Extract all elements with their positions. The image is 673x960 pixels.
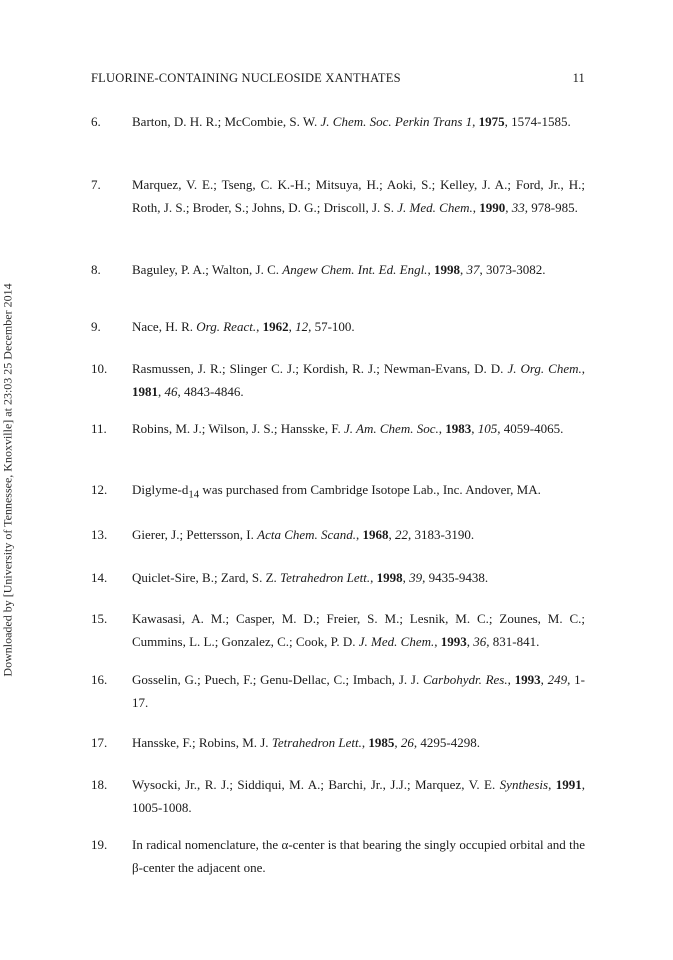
reference-segment: , 3183-3190. — [408, 527, 475, 542]
journal-or-volume: 37 — [466, 262, 480, 277]
reference-segment: , — [361, 735, 369, 750]
reference-segment: , 4295-4298. — [413, 735, 480, 750]
journal-or-volume: J. Med. Chem. — [358, 634, 435, 649]
reference-number: 12. — [91, 482, 108, 497]
reference-segment: , — [438, 421, 446, 436]
reference-number: 11. — [91, 421, 107, 436]
reference-segment: Baguley, P. A.; Walton, J. C. — [132, 262, 283, 277]
reference-item — [91, 173, 585, 219]
reference-text — [132, 731, 585, 754]
reference-segment: , — [356, 527, 363, 542]
reference-segment: Quiclet-Sire, B.; Zard, S. Z. — [132, 570, 281, 585]
reference-item — [91, 478, 585, 507]
reference-segment: Nace, H. R. — [132, 319, 197, 334]
reference-item — [91, 731, 585, 754]
reference-segment: , 4059-4065. — [497, 421, 564, 436]
journal-or-volume: 26 — [400, 735, 414, 750]
journal-or-volume: 36 — [473, 634, 487, 649]
reference-segment: , — [256, 319, 263, 334]
reference-number: 18. — [91, 777, 108, 792]
publication-year: 1962 — [262, 319, 289, 334]
reference-segment: Barton, D. H. R.; McCombie, S. W. — [132, 114, 321, 129]
reference-number: 7. — [91, 177, 101, 192]
reference-segment: , 4843-4846. — [177, 384, 244, 399]
reference-segment: , — [581, 361, 585, 376]
reference-segment: , — [158, 384, 165, 399]
reference-segment: Kawasasi, A. M.; Casper, M. D.; Freier, S. M.; Lesnik, M. C.; Zounes, M. C.; Cummins, L. L.; Gonzalez, C.; Cook, P. D. — [132, 611, 585, 649]
journal-or-volume: Carbohydr. Res. — [422, 672, 508, 687]
reference-segment: Rasmussen, J. R.; Slinger C. J.; Kordish, R. J.; Newman-Evans, D. D. — [132, 361, 508, 376]
journal-or-volume: 39 — [409, 570, 423, 585]
journal-or-volume: Synthesis — [499, 777, 549, 792]
publication-year: 1968 — [362, 527, 389, 542]
reference-segment: , — [472, 114, 479, 129]
reference-text — [132, 833, 585, 879]
reference-segment: , 1005-1008. — [132, 777, 585, 815]
reference-segment: , 3073-3082. — [479, 262, 546, 277]
reference-segment: , — [471, 421, 478, 436]
publication-year: 1998 — [433, 262, 460, 277]
journal-or-volume: J. Chem. Soc. Perkin Trans 1 — [320, 114, 473, 129]
reference-item — [91, 315, 585, 338]
reference-text — [132, 773, 585, 819]
publication-year: 1990 — [479, 200, 506, 215]
journal-or-volume: 46 — [164, 384, 178, 399]
journal-or-volume: Org. React. — [196, 319, 257, 334]
reference-segment: , 1574-1585. — [504, 114, 571, 129]
publication-year: 1983 — [445, 421, 472, 436]
reference-text — [132, 607, 585, 653]
reference-item — [91, 607, 585, 653]
reference-number: 6. — [91, 114, 101, 129]
reference-segment: In radical nomenclature, the α-center is that bearing the singly occupied orbital and the β-center the adjacent one. — [132, 837, 585, 875]
publication-year: 1985 — [368, 735, 395, 750]
reference-segment: , — [394, 735, 401, 750]
reference-text — [132, 258, 585, 281]
reference-segment: Hansske, F.; Robins, M. J. — [132, 735, 272, 750]
reference-number: 8. — [91, 262, 101, 277]
journal-or-volume: Acta Chem. Scand. — [257, 527, 357, 542]
reference-number: 13. — [91, 527, 108, 542]
reference-text — [132, 417, 585, 440]
journal-or-volume: Tetrahedron Lett. — [271, 735, 362, 750]
reference-number: 9. — [91, 319, 101, 334]
reference-segment: , — [402, 570, 410, 585]
reference-segment: , — [288, 319, 296, 334]
reference-segment: Gosselin, G.; Puech, F.; Genu-Dellac, C.; Imbach, J. J. — [132, 672, 423, 687]
journal-or-volume: J. Am. Chem. Soc. — [344, 421, 439, 436]
publication-year: 1993 — [440, 634, 467, 649]
reference-item — [91, 566, 585, 589]
journal-or-volume: 12 — [295, 319, 309, 334]
journal-or-volume: 22 — [395, 527, 409, 542]
reference-segment: Marquez, V. E.; Tseng, C. K.-H.; Mitsuya, H.; Aoki, S.; Kelley, J. A.; Ford, Jr., H.; Roth, J. S.; Broder, S.; Johns, D. G.; Driscoll, J. S. — [132, 177, 585, 215]
reference-segment: , — [434, 634, 441, 649]
reference-segment: , — [507, 672, 515, 687]
running-header — [91, 71, 585, 89]
journal-or-volume: Angew Chem. Int. Ed. Engl. — [282, 262, 428, 277]
reference-number: 16. — [91, 672, 108, 687]
publication-year: 1981 — [132, 384, 158, 399]
reference-number: 10. — [91, 361, 108, 376]
journal-or-volume: Tetrahedron Lett. — [280, 570, 371, 585]
reference-segment: , 831-841. — [486, 634, 540, 649]
reference-segment: , — [459, 262, 467, 277]
reference-text — [132, 357, 585, 403]
reference-text — [132, 110, 585, 133]
reference-number: 17. — [91, 735, 108, 750]
reference-number: 19. — [91, 837, 108, 852]
reference-segment: was purchased from Cambridge Isotope Lab., Inc. Andover, MA. — [199, 482, 541, 497]
reference-item — [91, 258, 585, 281]
reference-item — [91, 523, 585, 546]
reference-text — [132, 478, 585, 507]
reference-segment: Wysocki, Jr., R. J.; Siddiqui, M. A.; Barchi, Jr., J.J.; Marquez, V. E. — [132, 777, 500, 792]
reference-segment: , — [505, 200, 512, 215]
publication-year: 1991 — [555, 777, 582, 792]
reference-segment: Diglyme-d — [132, 482, 189, 497]
watermark-text: Downloaded by [University of Tennessee, Knoxville] at 23:03 25 December 2014 — [0, 283, 15, 677]
reference-number: 15. — [91, 611, 108, 626]
reference-segment: Gierer, J.; Pettersson, I. — [132, 527, 258, 542]
reference-text — [132, 523, 585, 546]
publication-year: 1998 — [376, 570, 403, 585]
reference-text — [132, 668, 585, 714]
reference-item — [91, 110, 585, 133]
reference-text — [132, 173, 585, 219]
reference-segment: , — [388, 527, 396, 542]
journal-or-volume: 33 — [511, 200, 525, 215]
reference-item — [91, 357, 585, 403]
reference-segment: Robins, M. J.; Wilson, J. S.; Hansske, F. — [132, 421, 345, 436]
reference-number: 14. — [91, 570, 108, 585]
reference-text — [132, 566, 585, 589]
reference-item — [91, 833, 585, 879]
page-number: 11 — [572, 71, 585, 85]
publication-year: 1975 — [478, 114, 505, 129]
reference-segment: , — [548, 777, 556, 792]
reference-segment: , 9435-9438. — [422, 570, 489, 585]
reference-segment: , — [540, 672, 548, 687]
reference-segment: 14 — [188, 488, 200, 501]
reference-segment: , 978-985. — [524, 200, 578, 215]
reference-segment: , — [370, 570, 377, 585]
reference-item — [91, 773, 585, 819]
reference-segment: , 57-100. — [308, 319, 355, 334]
publication-year: 1993 — [514, 672, 541, 687]
reference-segment: , — [466, 634, 474, 649]
reference-segment: , 1-17. — [132, 672, 585, 710]
download-watermark — [0, 0, 16, 960]
reference-text — [132, 315, 585, 338]
reference-item — [91, 668, 585, 714]
journal-or-volume: 105 — [477, 421, 498, 436]
journal-or-volume: J. Org. Chem. — [507, 361, 582, 376]
journal-or-volume: 249 — [547, 672, 568, 687]
reference-item — [91, 417, 585, 440]
reference-segment: , — [427, 262, 434, 277]
journal-or-volume: J. Med. Chem. — [397, 200, 473, 215]
reference-segment: , — [472, 200, 480, 215]
running-title: FLUORINE-CONTAINING NUCLEOSIDE XANTHATES — [91, 71, 401, 85]
